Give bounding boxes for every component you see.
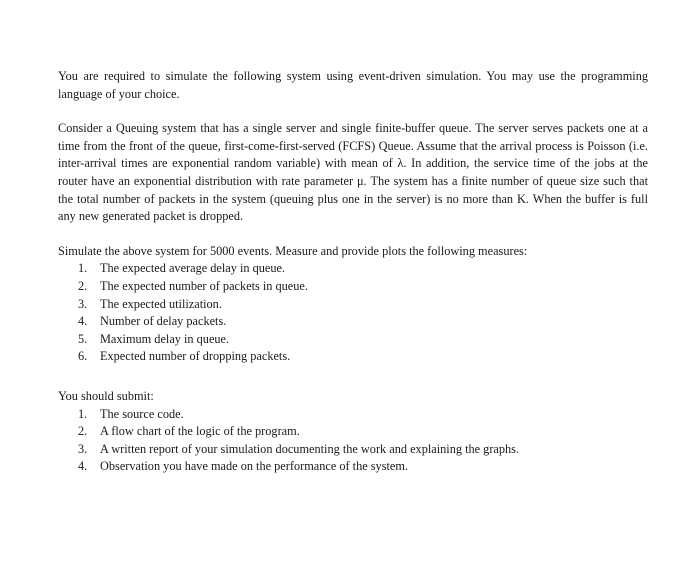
list-item bbox=[58, 423, 648, 441]
list-text: Maximum delay in queue. bbox=[100, 331, 230, 346]
measures-lead: Simulate the above system for 5000 events. Measure and provide plots the following measures: bbox=[58, 243, 528, 258]
list-number: 1. bbox=[78, 406, 88, 421]
list-number: 2. bbox=[78, 424, 88, 439]
list-text: The expected number of packets in queue. bbox=[100, 278, 308, 293]
list-text: A written report of your simulation documenting the work and explaining the graphs. bbox=[100, 441, 520, 456]
list-item bbox=[58, 260, 648, 278]
list-item bbox=[58, 458, 648, 476]
list-item bbox=[58, 296, 648, 314]
list-item bbox=[58, 313, 648, 331]
list-number: 2. bbox=[78, 278, 88, 293]
list-text: Expected number of dropping packets. bbox=[100, 349, 291, 364]
list-item bbox=[58, 331, 648, 349]
list-item bbox=[58, 406, 648, 424]
system-description-paragraph: Consider a Queuing system that has a single server and single finite-buffer queue. The server serves packets one at a time from the front of the queue, first-come-first-served (FCFS) Queue. Assume that the arrival process is Poisson (i.e. inter-arrival times are exponential random variable) with mean of λ. In addition, the service time of the jobs at the router have an exponential distribution with rate parameter μ. The system has a finite number of queue size such that the total number of packets in the system (queuing plus one in the server) is no more than K. When the buffer is full any new generated packet is dropped. bbox=[58, 121, 648, 224]
list-number: 4. bbox=[78, 314, 88, 329]
list-text: Number of delay packets. bbox=[100, 314, 227, 329]
list-item bbox=[58, 441, 648, 459]
submit-list bbox=[58, 406, 648, 476]
list-number: 3. bbox=[78, 441, 88, 456]
assignment-document bbox=[58, 68, 648, 476]
list-item bbox=[58, 278, 648, 296]
list-item bbox=[58, 348, 648, 366]
list-text: The source code. bbox=[100, 406, 184, 421]
list-number: 5. bbox=[78, 331, 88, 346]
intro-paragraph: You are required to simulate the following system using event-driven simulation. You may use the programming language of your choice. bbox=[58, 69, 648, 101]
list-number: 6. bbox=[78, 349, 88, 364]
measures-list bbox=[58, 260, 648, 366]
list-text: Observation you have made on the performance of the system. bbox=[100, 459, 409, 474]
list-text: The expected utilization. bbox=[100, 296, 222, 311]
list-text: The expected average delay in queue. bbox=[100, 261, 286, 276]
list-number: 3. bbox=[78, 296, 88, 311]
list-text: A flow chart of the logic of the program. bbox=[100, 424, 300, 439]
list-number: 4. bbox=[78, 459, 88, 474]
list-number: 1. bbox=[78, 261, 88, 276]
submit-lead: You should submit: bbox=[58, 388, 154, 403]
